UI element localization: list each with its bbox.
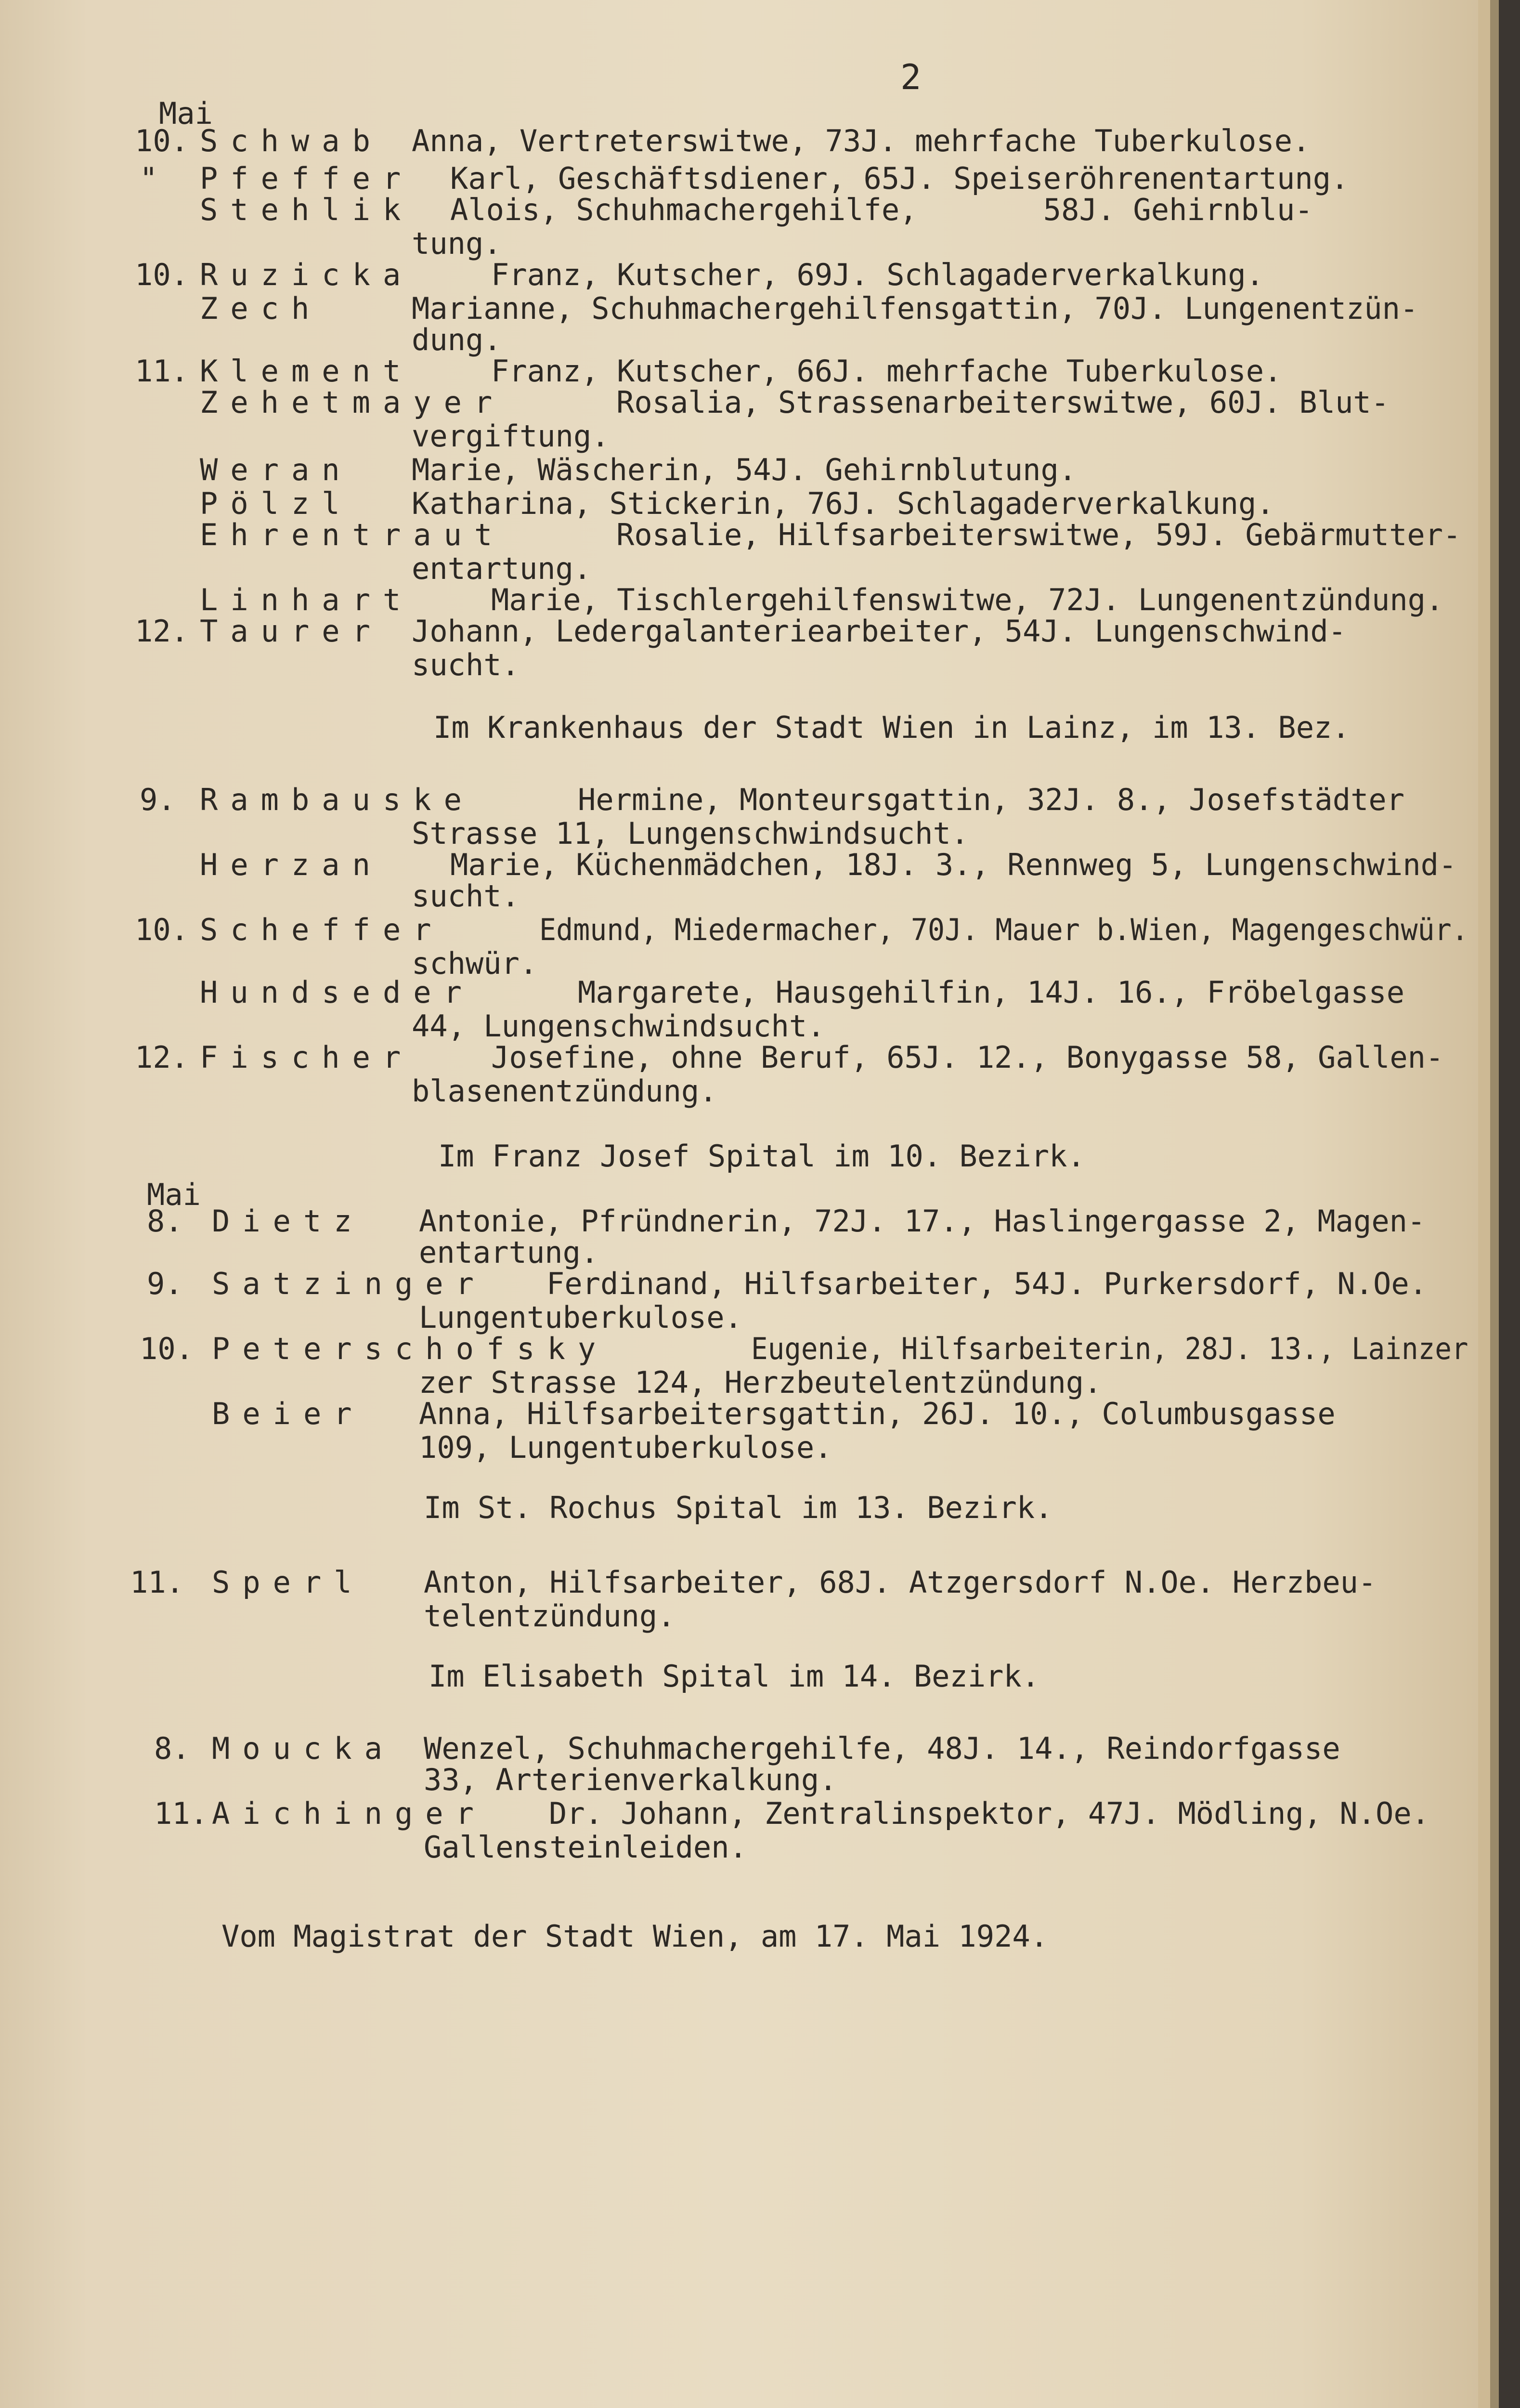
text-line: 44, Lungenschwindsucht. [412,1008,825,1044]
text-line: Anton, Hilfsarbeiter, 68J. Atzgersdorf N.Oe. Herzbeu- [424,1565,1377,1600]
binding-background [1499,0,1520,2408]
text-line: telentzündung. [424,1598,676,1634]
text-line: Gallensteinleiden. [424,1830,747,1865]
surname: Fischer [200,1040,414,1075]
page-edge [1478,0,1490,2408]
surname: Hundseder [200,975,474,1010]
surname: Aichinger [212,1796,486,1831]
text-line: Rosalie, Hilfsarbeiterswitwe, 59J. Gebärmutter- [616,517,1461,552]
text-line: Alois, Schuhmachergehilfe, 58J. Gehirnblu- [450,192,1313,227]
text-line: 9. [140,782,176,817]
text-line: schwür. [412,946,538,981]
surname: Pfeffer [200,161,414,196]
surname: Dietz [212,1204,364,1239]
text-line: " [140,161,158,196]
text-line: vergiftung. [412,419,610,454]
surname: Linhart [200,582,414,617]
text-line: 10. [140,1331,194,1366]
surname: Scheffer [200,912,444,947]
text-line: blasenentzündung. [412,1073,717,1109]
text-line: 33, Arterienverkalkung. [424,1762,837,1797]
text-line: Wenzel, Schuhmachergehilfe, 48J. 14., Reindorfgasse [424,1731,1340,1766]
text-line: 12. [135,1040,189,1075]
text-line: Marie, Tischlergehilfenswitwe, 72J. Lungenentzündung. [491,582,1444,617]
text-line: Im St. Rochus Spital im 13. Bezirk. [424,1490,1053,1525]
text-line: Mai [147,1177,201,1212]
text-line: Marianne, Schuhmachergehilfensgattin, 70J. Lungenentzün- [412,291,1418,326]
text-line: Rosalia, Strassenarbeiterswitwe, 60J. Blut- [616,385,1390,420]
text-line: entartung. [412,551,592,586]
text-line: Vom Magistrat der Stadt Wien, am 17. Mai 1924. [221,1919,1049,1954]
surname: Pölzl [200,486,352,521]
text-line: Im Elisabeth Spital im 14. Bezirk. [429,1659,1040,1694]
text-line: Edmund, Miedermacher, 70J. Mauer b.Wien, Magengeschwür. [539,912,1468,947]
surname: Satzinger [212,1266,486,1301]
text-line: Mai [159,96,213,131]
text-line: Anna, Vertreterswitwe, 73J. mehrfache Tuberkulose. [412,123,1311,158]
text-line: Lungentuberkulose. [419,1300,742,1335]
page-edge-shadow [1490,0,1499,2408]
text-line: 11. [154,1796,208,1831]
text-line: 11. [135,353,189,389]
text-line: Franz, Kutscher, 69J. Schlagaderverkalkung. [491,257,1264,292]
text-line: 11. [130,1565,184,1600]
surname: Peterschofsky [212,1331,609,1366]
surname: Moucka [212,1731,395,1766]
text-line: Antonie, Pfründnerin, 72J. 17., Haslingergasse 2, Magen- [419,1204,1426,1239]
text-line: 10. [135,123,189,158]
surname: Beier [212,1396,364,1431]
surname: Stehlik [200,192,414,227]
text-line: Im Franz Josef Spital im 10. Bezirk. [438,1139,1085,1174]
text-line: dung. [412,322,502,357]
surname: Schwab [200,123,383,158]
surname: Weran [200,452,352,487]
text-line: Eugenie, Hilfsarbeiterin, 28J. 13., Lainzer [751,1331,1468,1366]
text-line: Marie, Wäscherin, 54J. Gehirnblutung. [412,452,1077,487]
text-line: tung. [412,226,502,261]
surname: Ruzicka [200,257,414,292]
surname: Taurer [200,614,383,649]
text-line: Im Krankenhaus der Stadt Wien in Lainz, im 13. Bez. [433,710,1350,745]
text-line: Dr. Johann, Zentralinspektor, 47J. Mödling, N.Oe. [549,1796,1430,1831]
surname: Ehrentraut [200,517,505,552]
surname: Sperl [212,1565,364,1600]
text-line: Johann, Ledergalanteriearbeiter, 54J. Lungenschwind- [412,614,1347,649]
surname: Rambauske [200,782,474,817]
surname: Zech [200,291,322,326]
text-line: Marie, Küchenmädchen, 18J. 3., Rennweg 5, Lungenschwind- [450,847,1457,882]
page-number: 2 [900,57,922,97]
text-line: 109, Lungentuberkulose. [419,1430,832,1465]
text-line: Katharina, Stickerin, 76J. Schlagaderverkalkung. [412,486,1274,521]
text-line: Franz, Kutscher, 66J. mehrfache Tuberkulose. [491,353,1282,389]
text-line: 10. [135,257,189,292]
surname: Zehetmayer [200,385,505,420]
text-line: entartung. [419,1235,599,1270]
text-line: 9. [147,1266,183,1301]
text-line: Margarete, Hausgehilfin, 14J. 16., Fröbelgasse [578,975,1405,1010]
surname: Klement [200,353,414,389]
text-line: 10. [135,912,189,947]
text-line: 12. [135,614,189,649]
text-line: Karl, Geschäftsdiener, 65J. Speiseröhrenentartung. [450,161,1349,196]
text-line: sucht. [412,878,520,914]
text-line: Strasse 11, Lungenschwindsucht. [412,816,969,851]
text-line: 8. [154,1731,190,1766]
text-line: 8. [147,1204,183,1239]
text-line: Hermine, Monteursgattin, 32J. 8., Josefstädter [578,782,1405,817]
text-line: zer Strasse 124, Herzbeutelentzündung. [419,1365,1102,1400]
surname: Herzan [200,847,383,882]
text-line: sucht. [412,647,520,682]
text-line: Josefine, ohne Beruf, 65J. 12., Bonygasse 58, Gallen- [491,1040,1444,1075]
text-line: Anna, Hilfsarbeitersgattin, 26J. 10., Columbusgasse [419,1396,1336,1431]
text-line: Ferdinand, Hilfsarbeiter, 54J. Purkersdorf, N.Oe. [546,1266,1428,1301]
